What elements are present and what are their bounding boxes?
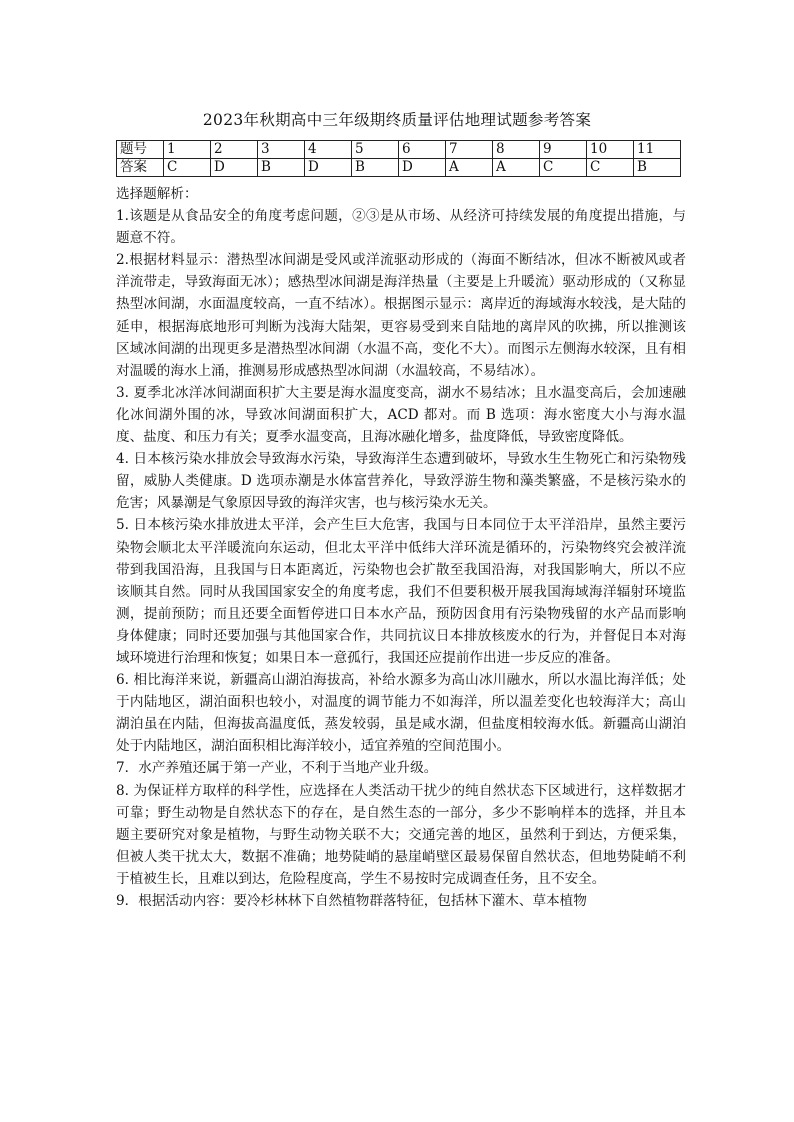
answer-cell: C — [587, 159, 634, 177]
answer-cell: B — [352, 159, 399, 177]
question-number: 11 — [634, 141, 681, 159]
explanation-paragraph: 2.根据材料显示：潜热型冰间湖是受风或洋流驱动形成的（海面不断结冰，但冰不断被风或者洋流带走，导致海面无冰）；感热型冰间湖是海洋热量（主要是上升暖流）驱动形成的（又称显热型冰间湖，水面温度较高，一直不结冰）。根据图示显示：离岸近的海域海水较浅，是大陆的延申，根据海底地形可判断为浅海大陆架，更容易受到来自陆地的离岸风的吹拂，所以推测该区域冰间湖的出现更多是潜热型冰间湖（水温不高，变化不大）。而图示左侧海水较深，且有相对温暖的海水上涌，推测易形成感热型冰间湖（水温较高，不易结冰）。 — [116, 252, 686, 379]
explanation-paragraph: 9．根据活动内容：要冷杉林林下自然植物群落特征，包括林下灌木、草本植物 — [116, 893, 587, 909]
answer-cell: C — [164, 159, 211, 177]
row-label-number: 题号 — [117, 141, 164, 159]
question-number: 8 — [493, 141, 540, 159]
document-title: 2023年秋期高中三年级期终质量评估地理试题参考答案 — [202, 111, 592, 129]
explanation-paragraph: 8. 为保证样方取样的科学性，应选择在人类活动干扰少的纯自然状态下区域进行，这样数据才可靠；野生动物是自然状态下的存在，是自然生态的一部分，多少不影响样本的选择，并且本题主要研究对象是植物，与野生动物关联不大；交通完善的地区，虽然利于到达，方便采集，但被人类干扰太大，数据不准确；地势陡峭的悬崖峭壁区最易保留自然状态，但地势陡峭不利于植被生长，且难以到达，危险程度高，学生不易按时完成调查任务，且不安全。 — [116, 782, 686, 887]
explanation-paragraph: 4. 日本核污染水排放会导致海水污染，导致海洋生态遭到破坏，导致水生生物死亡和污染物残留，威胁人类健康。D 选项赤潮是水体富营养化，导致浮游生物和藻类繁盛，不是核污染水的危害；风暴潮是气象原因导致的海洋灾害，也与核污染水无关。 — [116, 451, 686, 512]
answer-table-number-row — [117, 141, 681, 159]
question-number: 6 — [399, 141, 446, 159]
question-number: 7 — [446, 141, 493, 159]
row-label-answer: 答案 — [117, 159, 164, 177]
answer-cell: C — [540, 159, 587, 177]
question-number: 2 — [211, 141, 258, 159]
explanation-paragraph: 7．水产养殖还属于第一产业，不利于当地产业升级。 — [116, 760, 438, 777]
question-number: 1 — [164, 141, 211, 159]
answer-cell: B — [634, 159, 681, 177]
answer-table-answer-row — [117, 159, 681, 177]
question-number: 10 — [587, 141, 634, 159]
explanation-body — [116, 183, 686, 912]
answer-cell: A — [493, 159, 540, 177]
answer-cell: D — [399, 159, 446, 177]
question-number: 9 — [540, 141, 587, 159]
answer-cell: B — [258, 159, 305, 177]
explanation-paragraph: 5. 日本核污染水排放进太平洋，会产生巨大危害，我国与日本同位于太平洋沿岸，虽然主要污染物会顺北太平洋暖流向东运动，但北太平洋中低纬大洋环流是循环的，污染物终究会被洋流带到我国沿海，且我国与日本距离近，污染物也会扩散至我国沿海，对我国影响大，所以不应该顺其自然。同时从我国国家安全的角度考虑，我们不但要积极开展我国海域海洋辐射环境监测，提前预防；而且还要全面暂停进口日本水产品，预防因食用有污染物残留的水产品而影响身体健康；同时还要加强与其他国家合作，共同抗议日本排放核废水的行为，并督促日本对海域环境进行治理和恢复；如果日本一意孤行，我国还应提前作出进一步反应的准备。 — [116, 517, 686, 666]
answer-cell: A — [446, 159, 493, 177]
question-number: 3 — [258, 141, 305, 159]
question-number: 5 — [352, 141, 399, 159]
answer-table — [116, 140, 681, 177]
answer-cell: D — [305, 159, 352, 177]
section-heading: 选择题解析： — [116, 186, 198, 202]
explanation-paragraph: 3. 夏季北冰洋冰间湖面积扩大主要是海水温度变高，湖水不易结冰；且水温变高后，会加速融化冰间湖外围的冰，导致冰间湖面积扩大，ACD 都对。而 B 选项：海水密度大小与海水温度、盐度、和压力有关；夏季水温变高，且海冰融化增多，盐度降低，导致密度降低。 — [116, 384, 686, 446]
answer-cell: D — [211, 159, 258, 177]
explanation-paragraph: 1.该题是从食品安全的角度考虑问题，②③是从市场、从经济可持续发展的角度提出措施，与题意不符。 — [116, 208, 686, 247]
explanation-paragraph: 6. 相比海洋来说，新疆高山湖泊海拔高，补给水源多为高山冰川融水，所以水温比海洋低；处于内陆地区，湖泊面积也较小，对温度的调节能力不如海洋，所以温差变化也较海洋大；高山湖泊虽在内陆，但海拔高温度低，蒸发较弱，虽是咸水湖，但盐度相较海水低。新疆高山湖泊处于内陆地区，湖泊面积相比海洋较小，适宜养殖的空间范围小。 — [116, 672, 686, 755]
question-number: 4 — [305, 141, 352, 159]
